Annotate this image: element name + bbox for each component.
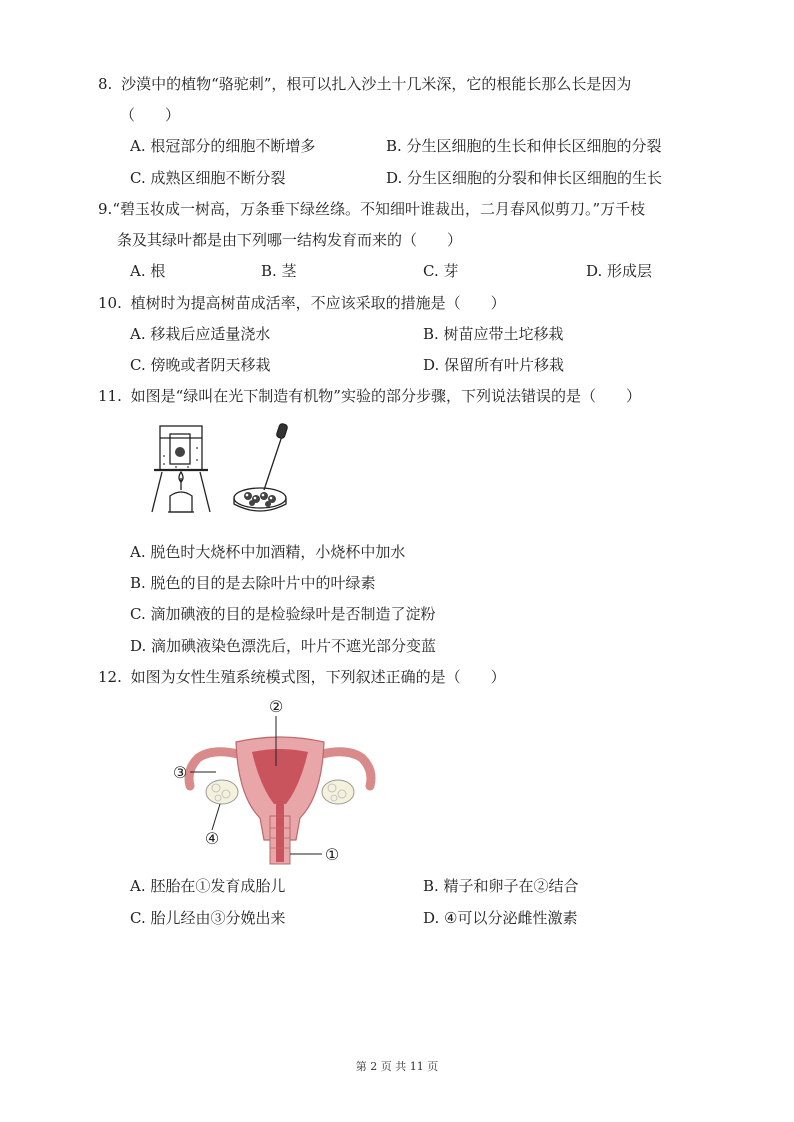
- q12-stem: 12. 如图为女性生殖系统模式图，下列叙述正确的是（ ）: [98, 668, 506, 686]
- q11-experiment-figure: [148, 420, 308, 520]
- alcohol-lamp: [170, 492, 192, 512]
- q12-option-b: B. 精子和卵子在②结合: [423, 877, 579, 895]
- q8-option-c: C. 成熟区细胞不断分裂: [130, 169, 286, 187]
- label-3: ③: [172, 763, 188, 782]
- right-ovary: [322, 780, 354, 804]
- q9-option-b: B. 茎: [261, 262, 297, 280]
- q12-option-d: D. ④可以分泌雌性激素: [423, 909, 578, 927]
- label-2: ②: [268, 697, 284, 716]
- q11-stem: 11. 如图是“绿叫在光下制造有机物”实验的部分步骤，下列说法错误的是（ ）: [98, 387, 641, 405]
- q10-option-a: A. 移栽后应适量浇水: [130, 325, 271, 343]
- left-fallopian-tube: [189, 752, 238, 786]
- q12-option-c: C. 胎儿经由③分娩出来: [130, 909, 286, 927]
- q10-option-d: D. 保留所有叶片移栽: [423, 356, 565, 374]
- q10-option-b: B. 树苗应带土坨移栽: [423, 325, 564, 343]
- q11-option-a: A. 脱色时大烧杯中加酒精，小烧杯中加水: [130, 543, 406, 561]
- q11-option-d: D. 滴加碘液染色漂洗后，叶片不遮光部分变蓝: [130, 637, 437, 655]
- q11-option-b: B. 脱色的目的是去除叶片中的叶绿素: [130, 574, 376, 592]
- q8-option-d: D. 分生区细胞的分裂和伸长区细胞的生长: [386, 169, 663, 187]
- q10-stem: 10. 植树时为提高树苗成活率，不应该采取的措施是（ ）: [98, 294, 506, 312]
- left-ovary: [206, 780, 238, 804]
- q8-bracket: （ ）: [120, 106, 181, 124]
- dropper: [264, 436, 282, 490]
- right-fallopian-tube: [322, 752, 371, 786]
- q9-option-d: D. 形成层: [586, 262, 653, 280]
- q12-reproductive-figure: [172, 696, 388, 868]
- q9-option-a: A. 根: [130, 262, 166, 280]
- label-4: ④: [204, 829, 220, 848]
- q9-stem: 9.“碧玉妆成一树高，万条垂下绿丝绦。不知细叶谁裁出，二月春风似剪刀。”万千枝: [98, 200, 646, 218]
- q8-option-b: B. 分生区细胞的生长和伸长区细胞的分裂: [386, 137, 662, 155]
- q12-option-a: A. 胚胎在①发育成胎儿: [130, 877, 286, 895]
- q9-stem-cont: 条及其绿叶都是由下列哪一结构发育而来的（ ）: [117, 231, 463, 249]
- page-footer: 第 2 页 共 11 页: [355, 1060, 439, 1073]
- petri-dish: [234, 488, 286, 508]
- q10-option-c: C. 傍晚或者阴天移栽: [130, 356, 271, 374]
- q9-option-c: C. 芽: [423, 262, 459, 280]
- label-1: ①: [324, 845, 340, 864]
- q11-option-c: C. 滴加碘液的目的是检验绿叶是否制造了淀粉: [130, 605, 436, 623]
- q8-stem: 8. 沙漠中的植物“骆驼刺”，根可以扎入沙土十几米深，它的根能长那么长是因为: [98, 75, 632, 93]
- q8-option-a: A. 根冠部分的细胞不断增多: [130, 137, 316, 155]
